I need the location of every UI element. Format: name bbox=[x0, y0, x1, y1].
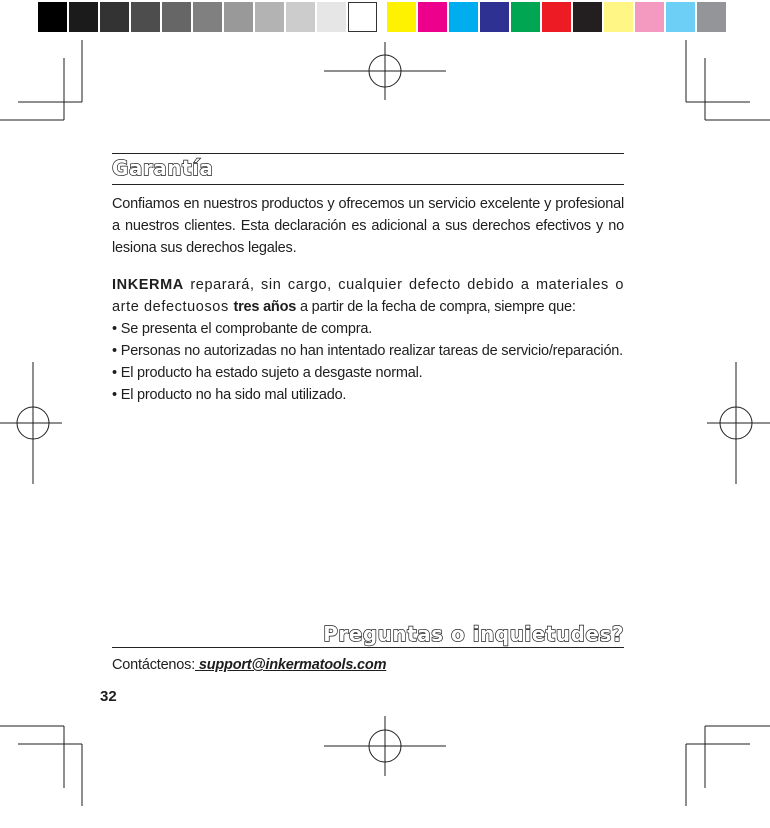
list-item: • El producto ha estado sujeto a desgaste normal. bbox=[112, 362, 632, 384]
questions-title: Preguntas o inquietudes? bbox=[323, 622, 624, 646]
warranty-conditions-list bbox=[112, 318, 632, 406]
terms-text-end: a partir de la fecha de compra, siempre que: bbox=[296, 299, 576, 315]
contact-label: Contáctenos: bbox=[112, 657, 196, 673]
warranty-paragraph: Confiamos en nuestros productos y ofrecemos un servicio excelente y profesional a nuestros clientes. Esta declaración es adicional a sus derechos efectivos y no lesiona sus derechos legales. bbox=[112, 196, 624, 256]
registration-mark-left bbox=[0, 362, 62, 484]
registration-mark-right bbox=[707, 362, 770, 484]
support-email-link[interactable]: support@inkermatools.com bbox=[195, 657, 387, 673]
page-number: 32 bbox=[100, 688, 117, 705]
list-item: • El producto no ha sido mal utilizado. bbox=[112, 384, 632, 406]
section-rule-bottom bbox=[112, 184, 624, 185]
list-item: • Personas no autorizadas no han intentado realizar tareas de servicio/reparación. bbox=[112, 340, 632, 362]
warranty-duration: tres años bbox=[233, 299, 297, 315]
warranty-title: Garantía bbox=[112, 156, 214, 180]
registration-mark-bottom bbox=[324, 716, 446, 776]
contact-line bbox=[112, 657, 386, 673]
questions-rule bbox=[112, 647, 624, 648]
list-item: • Se presenta el comprobante de compra. bbox=[112, 318, 632, 340]
warranty-terms-paragraph bbox=[112, 274, 624, 318]
brand-name: INKERMA bbox=[112, 277, 184, 293]
terms-text: reparará, sin cargo, cualquier defecto debido a materiales o arte defectuosos bbox=[112, 277, 624, 315]
registration-mark-top bbox=[324, 42, 446, 100]
section-rule-top bbox=[112, 153, 624, 154]
